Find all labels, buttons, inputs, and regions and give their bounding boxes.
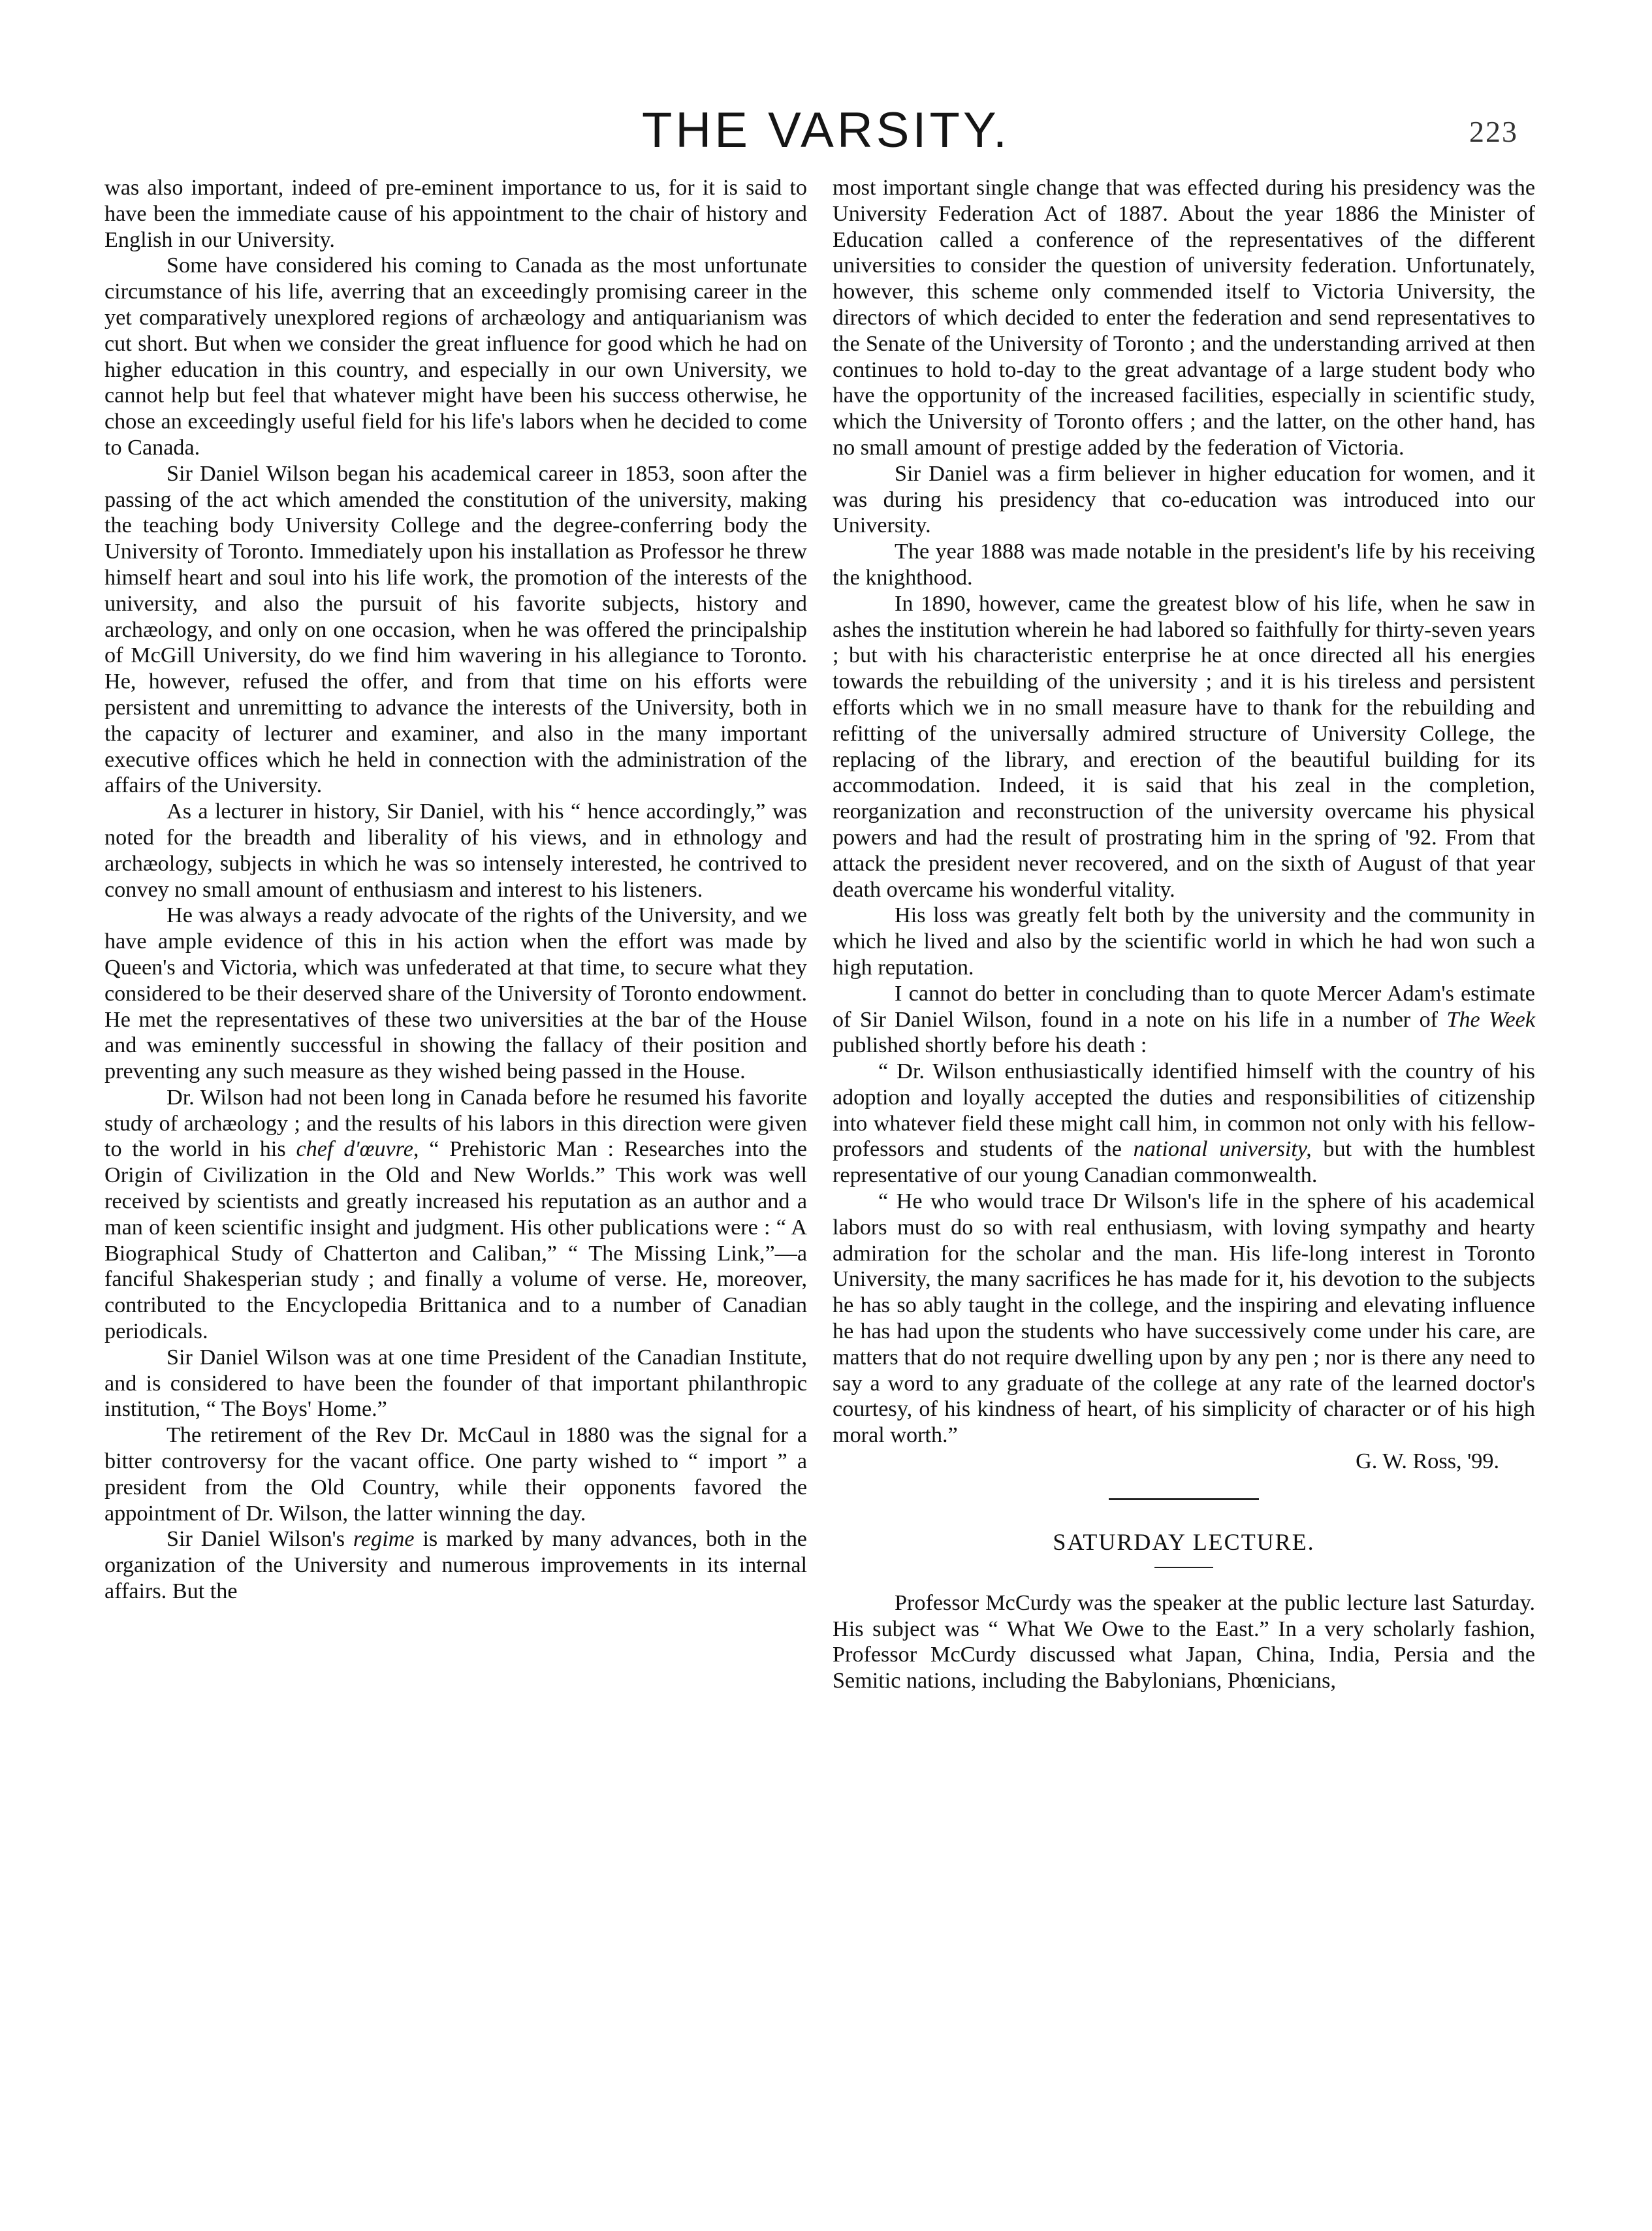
page-number: 223 bbox=[1469, 115, 1518, 148]
paragraph-archaeology-italic: chef d'œuvre, bbox=[296, 1137, 419, 1162]
quote-paragraph-2: “ He who would trace Dr Wilson's life in the sphere of his academical labors must do so with real enthusiasm, with loving sympathy and hearty admiration for the scholar and the man. His life-long interest in Toronto University, the many sacrifices he has made for it, his devotion to the subjects he has so ably taught in the college, and the inspiring and elevating influence he has had upon the students who have successively come under his care, are matters that do not require dwelling upon by any pen ; nor is there any need to say a word to any graduate of the college at any rate of the learned doctor's courtesy, of his kindness of heart, of his simplicity of character or of his high moral worth.” bbox=[833, 1189, 1535, 1448]
paragraph-academical-career: Sir Daniel Wilson began his academical career in 1853, soon after the passing of the act which amended the constitution of the university, making the teaching body University College and the degree-conferring body the University of Toronto. Immediately upon his installation as Professor he threw himself heart and soul into his life work, the promotion of the interests of the university, and also the pursuit of his favorite subjects, history and archæology, and only on one occasion, when he was offered the principalship of McGill University, do we find him wavering in his allegiance to Toronto. He, however, refused the offer, and from that time on his efforts were persistent and unremitting to advance the interests of the University, both in the capacity of lecturer and examiner, and also in the many important executive offices which he held in connection with the administration of the affairs of the University. bbox=[104, 461, 807, 798]
paragraph-mercer-adam-text-a: I cannot do better in concluding than to quote Mercer Adam's estimate of Sir Daniel Wilson, found in a note on his life in a number of bbox=[833, 981, 1535, 1032]
paragraph-regime-text-b: is marked by many advances, both in the organization of the University and numerous improvements in its internal affairs. But the bbox=[104, 1527, 807, 1604]
paragraph-mercer-adam bbox=[833, 981, 1535, 1059]
paragraph-mercer-adam-italic: The Week bbox=[1446, 1007, 1535, 1032]
paragraph-mercer-adam-text-b: published shortly before his death : bbox=[833, 1033, 1147, 1058]
author-signature: G. W. Ross, '99. bbox=[1356, 1449, 1499, 1474]
paragraph-coeducation: Sir Daniel was a firm believer in higher education for women, and it was during his presidency that co-education was introduced into our University. bbox=[833, 461, 1535, 538]
paragraph-fire-1890: In 1890, however, came the greatest blow of his life, when he saw in ashes the institution wherein he had labored so faithfully for thirty-seven years ; but with his characteristic enterprise he at once directed all his energies towards the rebuilding of the university ; and it is his tireless and persistent efforts which we in no small measure have to thank for the rebuilding and refitting of the universally admired structure of University College, the replacing of the library, and erection of the beautiful building for its accommodation. Indeed, it is said that his zeal in the completion, reorganization and reconstruction of the university overcame his physical powers and had the result of prostrating him in the spring of '92. From that attack the president never recovered, and on the sixth of August of that year death overcame his wonderful vitality. bbox=[833, 591, 1535, 902]
paragraph-archaeology-text-a: Dr. Wilson had not been long in Canada before he resumed his favorite study of archæology ; and the results of his labors in this direction were given to the world in his bbox=[104, 1085, 807, 1162]
paragraph-archaeology bbox=[104, 1085, 807, 1345]
paragraph-continuation: was also important, indeed of pre-eminent importance to us, for it is said to have been the immediate cause of his appointment to the chair of history and English in our University. bbox=[104, 176, 807, 252]
paragraph-canadian-institute: Sir Daniel Wilson was at one time President of the Canadian Institute, and is considered to have been the founder of that important philanthropic institution, “ The Boys' Home.” bbox=[104, 1345, 807, 1422]
paragraph-regime bbox=[104, 1526, 807, 1604]
paragraph-regime-italic: regime bbox=[353, 1527, 415, 1552]
masthead bbox=[0, 98, 1652, 163]
paragraph-advocate: He was always a ready advocate of the rights of the University, and we have ample evidence of this in his action when the effort was made by Queen's and Victoria, which was unfederated at that time, to secure what they considered to be their deserved share of the University of Toronto endowment. He met the representatives of these two universities at the bar of the House and was eminently successful in showing the fallacy of their position and preventing any such measure as they wished being passed in the House. bbox=[104, 903, 807, 1084]
paragraph-knighthood: The year 1888 was made notable in the president's life by his receiving the knighthood. bbox=[833, 539, 1535, 590]
paragraph-archaeology-text-b: “ Prehistoric Man : Researches into the Origin of Civilization in the Old and New Worlds.” This work was well received by scientists and greatly increased his reputation as an author and a man of keen scientific insight and judgment. His other publications were : “ A Biographical Study of Chatterton and Caliban,” “ The Missing Link,”—a fanciful Shakesperian study ; and finally a volume of verse. He, moreover, contributed to the Encyclopedia Brittanica and to a number of Canadian periodicals. bbox=[104, 1137, 808, 1344]
paragraph-regime-text-a: Sir Daniel Wilson's bbox=[167, 1527, 345, 1552]
paragraph-canada-coming: Some have considered his coming to Canada as the most unfortunate circumstance of his life, averring that an exceedingly promising career in the yet comparatively unexplored regions of archæology and antiquarianism was cut short. But when we consider the great influence for good which he had on higher education in this country, and especially in our own University, we cannot help but feel that whatever might have been his success otherwise, he chose an exceedingly useful field for his life's labors when he decided to come to Canada. bbox=[104, 253, 807, 460]
paragraph-retirement: The retirement of the Rev Dr. McCaul in 1880 was the signal for a bitter controversy for the vacant office. One party wished to “ import ” a president from the Old Country, while their opponents favored the appointment of Dr. Wilson, the latter winning the day. bbox=[104, 1423, 807, 1526]
left-column bbox=[104, 175, 807, 1605]
quote-1-italic: national university, bbox=[1133, 1137, 1312, 1162]
right-column bbox=[833, 175, 1535, 1694]
section-divider bbox=[1109, 1498, 1259, 1500]
section-heading: SATURDAY LECTURE. bbox=[1053, 1528, 1315, 1555]
paragraph-loss: His loss was greatly felt both by the university and the community in which he lived and also by the scientific world in which he had won such a high reputation. bbox=[833, 903, 1535, 980]
paragraph-lecture: Professor McCurdy was the speaker at the public lecture last Saturday. His subject was “ What We Owe to the East.” In a very scholarly fashion, Professor McCurdy discussed what Japan, China, India, Persia and the Semitic nations, including the Babylonians, Phœnicians, bbox=[833, 1590, 1535, 1693]
quote-1-text-a: “ Dr. Wilson enthusiastically identified himself with the country of his adoption and loyally accepted the duties and responsibilities of citizenship into whatever field these might call him, in common not only with his fellow-professors and students of the bbox=[833, 1059, 1535, 1162]
quote-1-text-b: but with the humblest representative of our young Canadian commonwealth. bbox=[833, 1137, 1536, 1188]
masthead-title: THE VARSITY. bbox=[642, 103, 1010, 158]
quote-paragraph-1 bbox=[833, 1059, 1535, 1189]
paragraph-federation: most important single change that was effected during his presidency was the University Federation Act of 1887. About the year 1886 the Minister of Education called a conference of the representatives of the different universities to consider the question of university federation. Unfortunately, however, this scheme only commended itself to Victoria University, the directors of which decided to enter the federation and send representatives to the Senate of the University of Toronto ; and the understanding arrived at then continues to hold to-day to the great advantage of a large student body who have the opportunity of the increased facilities, especially in scientific study, which the University of Toronto offers ; and the latter, on the other hand, has no small amount of prestige added by the federation of Victoria. bbox=[833, 176, 1535, 460]
heading-dash bbox=[1154, 1567, 1213, 1568]
paragraph-lecturer: As a lecturer in history, Sir Daniel, with his “ hence accordingly,” was noted for the breadth and liberality of his views, and in ethnology and archæology, subjects in which he was so intensely interested, he contrived to convey no small amount of enthusiasm and interest to his listeners. bbox=[104, 799, 807, 902]
